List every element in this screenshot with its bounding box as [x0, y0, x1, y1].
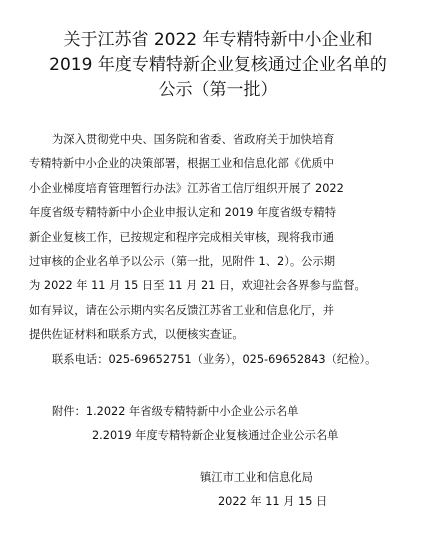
contact-line: 联系电话：025-69652751（业务），025-69652843（纪检）。: [52, 352, 377, 366]
title-line-3: 公示（第一批）: [158, 80, 278, 100]
body-line: 提供佐证材料和联系方式，以便核实查证。: [29, 328, 244, 342]
body-line: 为深入贯彻党中央、国务院和省委、省政府关于加快培育: [52, 133, 335, 146]
attachment-item-1: 附件：1.2022 年省级专精特新中小企业公示名单: [52, 405, 299, 418]
attachment-item-2: 2.2019 年度专精特新企业复核通过企业公示名单: [92, 429, 339, 442]
body-line: 新企业复核工作，已按规定和程序完成相关审核，现将我市通: [29, 230, 335, 244]
body-line: 为 2022 年 11 月 15 日至 11 月 21 日，欢迎社会各界参与监督。: [29, 279, 366, 293]
body-line: 小企业梯度培育管理暂行办法》江苏省工信厅组织开展了 2022: [29, 181, 344, 195]
body-line: 如有异议，请在公示期内实名反馈江苏省工业和信息化厅，并: [29, 303, 335, 317]
title-line-1: 关于江苏省 2022 年专精特新中小企业和: [63, 30, 373, 50]
document-title: [10, 28, 426, 103]
body-line: 过审核的企业名单予以公示（第一批，见附件 1、2）。公示期: [29, 255, 336, 269]
body-line: 年度省级专精特新中小企业申报认定和 2019 年度省级专精特: [29, 206, 337, 220]
attachment-list: [52, 400, 338, 448]
signature-organization: 镇江市工业和信息化局: [200, 471, 313, 484]
signature-date: 2022 年 11 月 15 日: [218, 495, 328, 508]
title-line-2: 2019 年度专精特新企业复核通过企业名单的: [49, 55, 387, 75]
body-line: 专精特新中小企业的决策部署，根据工业和信息化部《优质中: [29, 157, 335, 171]
document-body: [29, 128, 405, 372]
